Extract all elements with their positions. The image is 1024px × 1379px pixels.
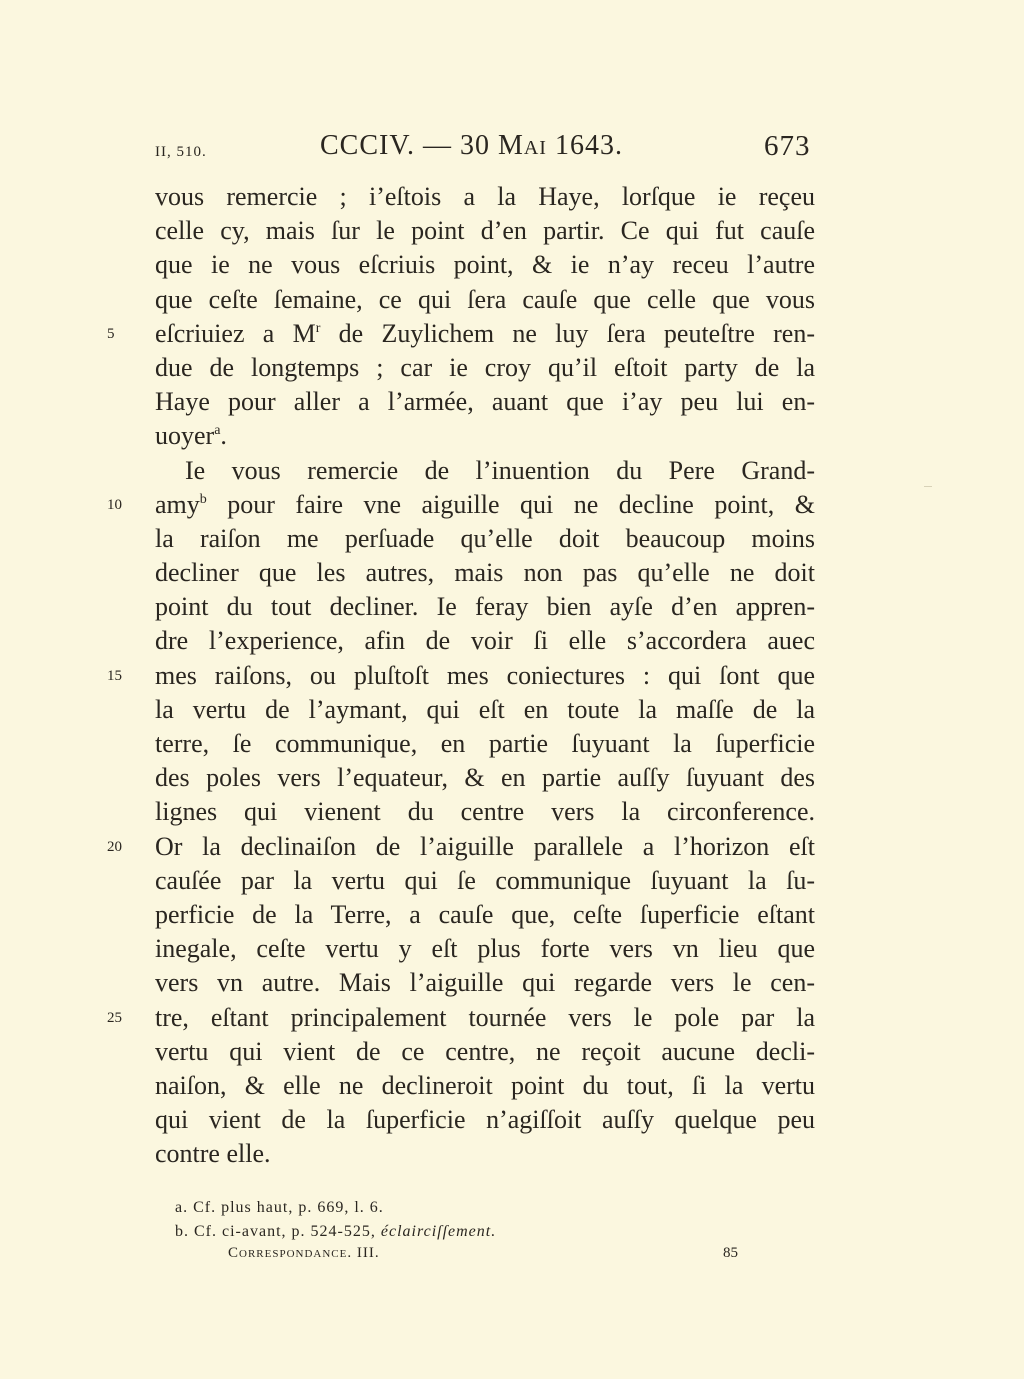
text-line [155, 761, 815, 795]
line-text: que ie ne vous eſcriuis point, & ie n’ay receu l’autre [155, 250, 815, 280]
text-line [155, 351, 815, 385]
title-abbrev-superscript: r [315, 320, 321, 336]
line-number: 15 [107, 667, 122, 684]
line-text: perficie de la Terre, a cauſe que, ceſte ſuperficie eſtant [155, 899, 815, 929]
text-line [155, 624, 815, 658]
line-text: qui vient de la ſuperficie n’agiſſoit auſſy quelque peu [155, 1105, 815, 1135]
text-line [107, 488, 815, 522]
line-text: Ie vous remercie de l’inuention du Pere Grand- [185, 455, 815, 485]
line-text: contre elle. [155, 1139, 271, 1169]
text-line [155, 898, 815, 932]
line-text: vers vn autre. Mais l’aiguille qui regarde vers le cen- [155, 968, 815, 998]
printer-signature [228, 1245, 748, 1269]
text-line [155, 248, 815, 282]
line-text-cont: de Zuylichem ne luy ſera peuteſtre ren- [320, 318, 815, 348]
footnote-b-italic: éclairciſſement. [380, 1223, 497, 1240]
letter-heading-number: CCCIV. — 30 [320, 130, 498, 161]
line-text: amy [155, 489, 200, 519]
letter-heading-year: 1643. [546, 130, 623, 161]
footnote-a: a. Cf. plus haut, p. 669, l. 6. [175, 1199, 384, 1216]
text-line [155, 454, 815, 488]
line-number: 25 [107, 1009, 122, 1026]
line-text: la vertu de l’aymant, qui eſt en toute la maſſe de la [155, 694, 815, 724]
text-line [155, 864, 815, 898]
text-line [107, 830, 815, 864]
text-line [155, 727, 815, 761]
letter-heading-month: Mai [497, 130, 547, 161]
footnote-b [175, 1220, 815, 1244]
line-text: lignes qui vienent du centre vers la circonference. [155, 797, 815, 827]
text-line [155, 1103, 815, 1137]
page-number: 673 [764, 130, 811, 162]
text-line [155, 590, 815, 624]
line-text: point du tout decliner. Ie feray bien ayſe d’en appren- [155, 592, 815, 622]
footnote-b-text: b. Cf. ci-avant, p. 524-525, [175, 1223, 381, 1240]
text-line [155, 522, 815, 556]
signature-number: 85 [723, 1245, 738, 1261]
line-text: la raiſon me perſuade qu’elle doit beaucoup moins [155, 523, 815, 553]
letter-body [107, 180, 815, 1171]
volume-reference: II, 510. [155, 144, 207, 160]
line-number: 5 [107, 325, 115, 342]
line-number: 10 [107, 496, 122, 513]
line-text: Haye pour aller a l’armée, auant que i’ay peu lui en- [155, 387, 815, 417]
line-text: terre, ſe communique, en partie ſuyuant la ſuperficie [155, 729, 815, 758]
footnotes [175, 1196, 815, 1244]
line-text: que ceſte ſemaine, ce qui ſera cauſe que celle que vous [155, 284, 815, 314]
line-text: inegale, ceſte vertu y eſt plus forte vers vn lieu que [155, 934, 815, 964]
text-line [155, 1035, 815, 1069]
text-line [155, 214, 815, 248]
text-line [155, 385, 815, 419]
text-line [155, 180, 815, 214]
line-text: vertu qui vient de ce centre, ne reçoit aucune decli- [155, 1036, 815, 1066]
text-line [155, 283, 815, 317]
margin-mark [924, 486, 932, 487]
text-line [155, 1137, 815, 1171]
text-line [155, 693, 815, 727]
line-text: des poles vers l’equateur, & en partie auſſy ſuyuant des [155, 763, 815, 793]
footnote-marker: a [214, 423, 221, 439]
line-text: cauſée par la vertu qui ſe communique ſuyuant la ſu- [155, 865, 815, 895]
text-line [155, 966, 815, 1000]
line-text: due de longtemps ; car ie croy qu’il eſtoit party de la [155, 352, 815, 382]
line-text: vous remercie ; i’eſtois a la Haye, lorſque ie reçeu [155, 182, 815, 211]
line-text-cont: pour faire vne aiguille qui ne decline point, & [206, 489, 815, 519]
line-text: celle cy, mais ſur le point d’en partir. Ce qui fut cauſe [155, 216, 815, 246]
signature-title: Correspondance. III. [228, 1245, 380, 1261]
line-text: mes raiſons, ou pluſtoſt mes coniectures : qui ſont que [155, 660, 815, 690]
text-line [155, 419, 815, 453]
line-text: dre l’experience, afin de voir ſi elle s’accordera auec [155, 626, 815, 656]
text-line [155, 1069, 815, 1103]
text-line [155, 556, 815, 590]
footnote-marker: b [199, 491, 207, 507]
text-line [107, 659, 815, 693]
line-text-cont: . [220, 421, 227, 451]
line-text: decliner que les autres, mais non pas qu’elle ne doit [155, 558, 815, 588]
text-line [107, 1001, 815, 1035]
running-head [0, 130, 1024, 170]
text-line [155, 932, 815, 966]
letter-heading [320, 130, 623, 162]
line-text: Or la declinaiſon de l’aiguille parallele a l’horizon eſt [155, 831, 815, 861]
line-number: 20 [107, 838, 122, 855]
text-line [107, 317, 815, 351]
line-text: uoyer [155, 421, 215, 451]
line-text: tre, eſtant principalement tournée vers le pole par la [155, 1002, 815, 1032]
line-text: eſcriuiez a M [155, 318, 316, 348]
line-text: naiſon, & elle ne declineroit point du tout, ſi la vertu [155, 1070, 815, 1100]
text-line [155, 795, 815, 829]
